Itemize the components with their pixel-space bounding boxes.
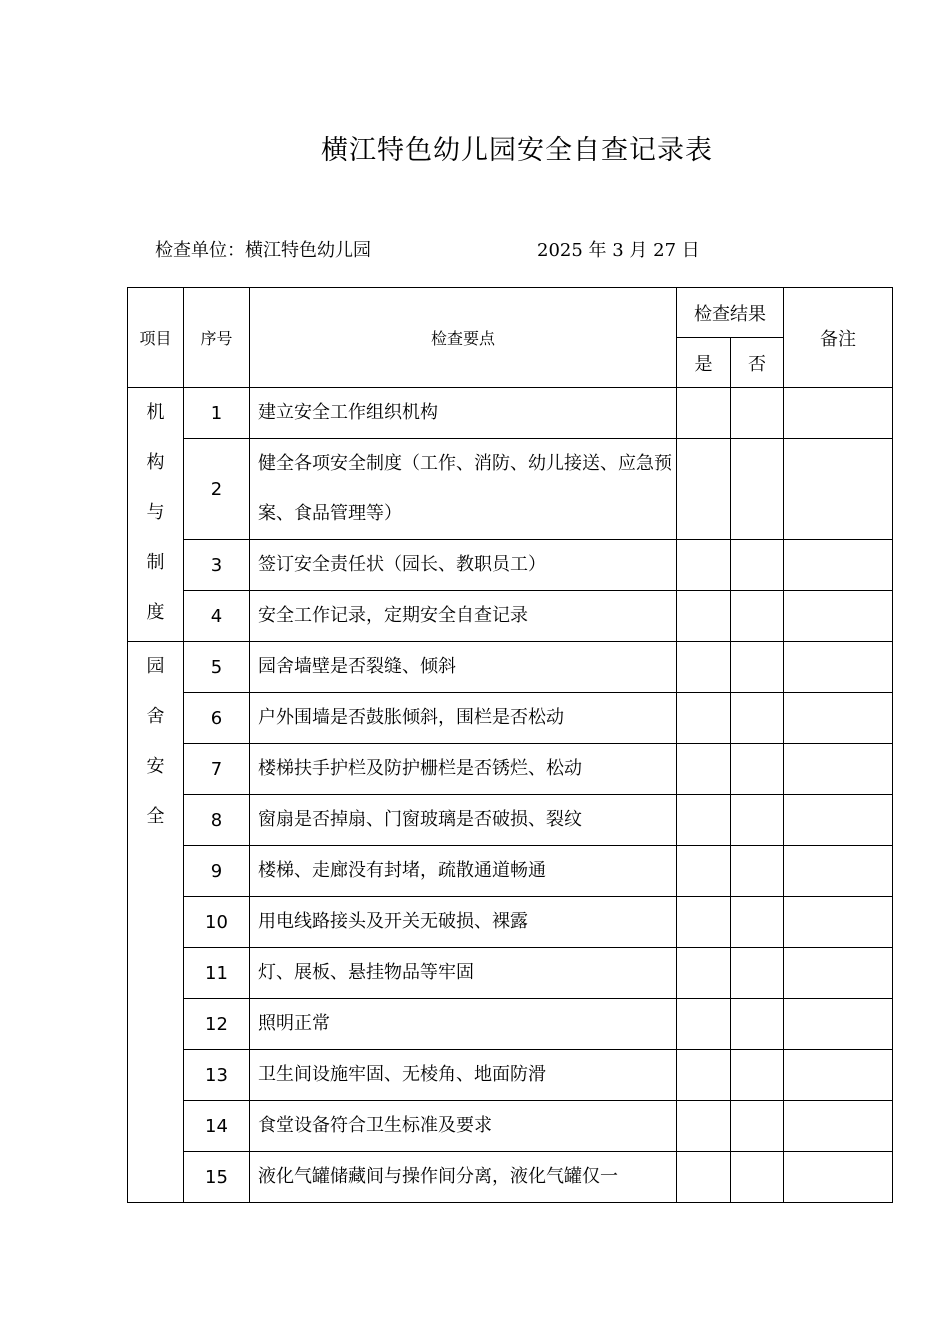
no-cell[interactable] bbox=[731, 439, 784, 540]
table-row bbox=[128, 388, 893, 439]
inspection-date: 2025 年 3 月 27 日 bbox=[537, 240, 700, 261]
check-point: 签订安全责任状（园长、教职员工） bbox=[250, 540, 677, 591]
category-cell bbox=[128, 642, 184, 1203]
yes-cell[interactable] bbox=[677, 591, 731, 642]
check-point: 食堂设备符合卫生标准及要求 bbox=[250, 1101, 677, 1152]
remark-cell[interactable] bbox=[784, 1050, 893, 1101]
no-cell[interactable] bbox=[731, 1101, 784, 1152]
check-point: 楼梯扶手护栏及防护栅栏是否锈烂、松动 bbox=[250, 744, 677, 795]
table-row bbox=[128, 999, 893, 1050]
yes-cell[interactable] bbox=[677, 1152, 731, 1203]
remark-cell[interactable] bbox=[784, 744, 893, 795]
yes-cell[interactable] bbox=[677, 1050, 731, 1101]
no-cell[interactable] bbox=[731, 1050, 784, 1101]
row-number: 5 bbox=[184, 642, 250, 693]
remark-cell[interactable] bbox=[784, 1101, 893, 1152]
header-category: 项目 bbox=[128, 288, 184, 388]
yes-cell[interactable] bbox=[677, 1101, 731, 1152]
no-cell[interactable] bbox=[731, 540, 784, 591]
no-cell[interactable] bbox=[731, 388, 784, 439]
header-yes: 是 bbox=[677, 338, 731, 388]
check-point: 楼梯、走廊没有封堵，疏散通道畅通 bbox=[250, 846, 677, 897]
check-point: 照明正常 bbox=[250, 999, 677, 1050]
no-cell[interactable] bbox=[731, 744, 784, 795]
checklist-table bbox=[127, 287, 893, 1203]
check-point: 窗扇是否掉扇、门窗玻璃是否破损、裂纹 bbox=[250, 795, 677, 846]
no-cell[interactable] bbox=[731, 846, 784, 897]
row-number: 4 bbox=[184, 591, 250, 642]
no-cell[interactable] bbox=[731, 999, 784, 1050]
remark-cell[interactable] bbox=[784, 642, 893, 693]
category-char: 构 bbox=[146, 452, 165, 473]
row-number: 11 bbox=[184, 948, 250, 999]
inspection-unit: 检查单位：横江特色幼儿园 bbox=[155, 240, 371, 261]
no-cell[interactable] bbox=[731, 591, 784, 642]
yes-cell[interactable] bbox=[677, 693, 731, 744]
check-point: 用电线路接头及开关无破损、裸露 bbox=[250, 897, 677, 948]
table-row bbox=[128, 642, 893, 693]
row-number: 13 bbox=[184, 1050, 250, 1101]
yes-cell[interactable] bbox=[677, 388, 731, 439]
row-number: 9 bbox=[184, 846, 250, 897]
table-row bbox=[128, 1101, 893, 1152]
yes-cell[interactable] bbox=[677, 846, 731, 897]
table-row bbox=[128, 439, 893, 540]
yes-cell[interactable] bbox=[677, 795, 731, 846]
row-number: 12 bbox=[184, 999, 250, 1050]
no-cell[interactable] bbox=[731, 1152, 784, 1203]
category-char: 度 bbox=[146, 602, 165, 623]
yes-cell[interactable] bbox=[677, 439, 731, 540]
yes-cell[interactable] bbox=[677, 540, 731, 591]
table-row bbox=[128, 948, 893, 999]
category-char: 机 bbox=[146, 402, 165, 423]
yes-cell[interactable] bbox=[677, 999, 731, 1050]
header-result: 检查结果 bbox=[677, 288, 784, 338]
no-cell[interactable] bbox=[731, 642, 784, 693]
remark-cell[interactable] bbox=[784, 897, 893, 948]
yes-cell[interactable] bbox=[677, 744, 731, 795]
row-number: 10 bbox=[184, 897, 250, 948]
no-cell[interactable] bbox=[731, 897, 784, 948]
table-row bbox=[128, 1050, 893, 1101]
no-cell[interactable] bbox=[731, 948, 784, 999]
no-cell[interactable] bbox=[731, 795, 784, 846]
row-number: 2 bbox=[184, 439, 250, 540]
remark-cell[interactable] bbox=[784, 795, 893, 846]
table-row bbox=[128, 744, 893, 795]
remark-cell[interactable] bbox=[784, 591, 893, 642]
page-title: 横江特色幼儿园安全自查记录表 bbox=[321, 135, 713, 166]
header-point: 检查要点 bbox=[250, 288, 677, 388]
table-row bbox=[128, 1152, 893, 1203]
category-char: 安 bbox=[146, 756, 165, 777]
row-number: 3 bbox=[184, 540, 250, 591]
remark-cell[interactable] bbox=[784, 388, 893, 439]
table-row bbox=[128, 846, 893, 897]
yes-cell[interactable] bbox=[677, 948, 731, 999]
header-no: 否 bbox=[731, 338, 784, 388]
check-point: 安全工作记录，定期安全自查记录 bbox=[250, 591, 677, 642]
table-row bbox=[128, 591, 893, 642]
table-row bbox=[128, 540, 893, 591]
remark-cell[interactable] bbox=[784, 999, 893, 1050]
category-char: 园 bbox=[146, 656, 165, 677]
header-number: 序号 bbox=[184, 288, 250, 388]
remark-cell[interactable] bbox=[784, 1152, 893, 1203]
header-remark: 备注 bbox=[784, 288, 893, 388]
remark-cell[interactable] bbox=[784, 439, 893, 540]
remark-cell[interactable] bbox=[784, 948, 893, 999]
check-point: 户外围墙是否鼓胀倾斜，围栏是否松动 bbox=[250, 693, 677, 744]
row-number: 14 bbox=[184, 1101, 250, 1152]
row-number: 1 bbox=[184, 388, 250, 439]
check-point: 建立安全工作组织机构 bbox=[250, 388, 677, 439]
yes-cell[interactable] bbox=[677, 897, 731, 948]
table-row bbox=[128, 795, 893, 846]
check-point: 健全各项安全制度（工作、消防、幼儿接送、应急预案、食品管理等） bbox=[250, 439, 677, 540]
remark-cell[interactable] bbox=[784, 846, 893, 897]
category-char: 舍 bbox=[146, 706, 165, 727]
row-number: 8 bbox=[184, 795, 250, 846]
category-char: 全 bbox=[146, 806, 165, 827]
category-char: 制 bbox=[146, 552, 165, 573]
check-point: 园舍墙壁是否裂缝、倾斜 bbox=[250, 642, 677, 693]
row-number: 7 bbox=[184, 744, 250, 795]
yes-cell[interactable] bbox=[677, 642, 731, 693]
remark-cell[interactable] bbox=[784, 693, 893, 744]
row-number: 15 bbox=[184, 1152, 250, 1203]
no-cell[interactable] bbox=[731, 693, 784, 744]
check-point: 卫生间设施牢固、无棱角、地面防滑 bbox=[250, 1050, 677, 1101]
table-row bbox=[128, 693, 893, 744]
check-point: 灯、展板、悬挂物品等牢固 bbox=[250, 948, 677, 999]
category-cell bbox=[128, 388, 184, 642]
row-number: 6 bbox=[184, 693, 250, 744]
table-row bbox=[128, 897, 893, 948]
remark-cell[interactable] bbox=[784, 540, 893, 591]
check-point: 液化气罐储藏间与操作间分离，液化气罐仅一 bbox=[250, 1152, 677, 1203]
category-char: 与 bbox=[146, 502, 165, 523]
